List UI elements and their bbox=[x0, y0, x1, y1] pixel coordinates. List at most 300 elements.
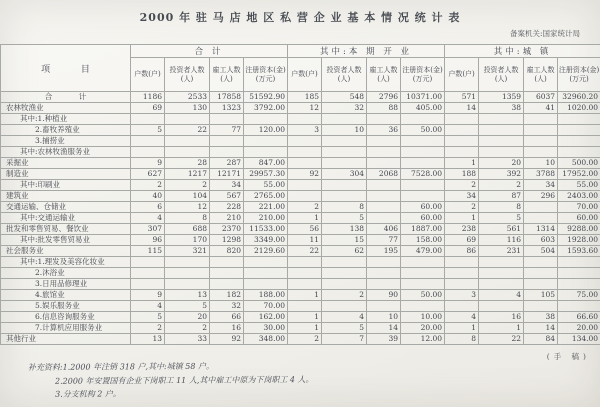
data-cell: 7528.00 bbox=[401, 169, 445, 180]
data-cell: 348.00 bbox=[244, 334, 288, 345]
data-cell bbox=[165, 114, 210, 125]
data-cell: 1887.00 bbox=[401, 224, 445, 235]
column-header: 投资者人数(人) bbox=[322, 58, 367, 92]
data-cell: 1 bbox=[445, 158, 479, 169]
data-cell: 1 bbox=[445, 213, 479, 224]
data-cell: 8 bbox=[322, 202, 367, 213]
data-cell: 5 bbox=[165, 301, 210, 312]
data-cell: 405.00 bbox=[401, 103, 445, 114]
data-cell: 2 bbox=[131, 180, 165, 191]
data-cell: 69 bbox=[445, 235, 479, 246]
data-cell bbox=[479, 279, 524, 290]
table-row bbox=[1, 312, 600, 323]
data-cell: 30.00 bbox=[244, 323, 288, 334]
row-label: 社会服务业 bbox=[1, 246, 131, 257]
data-cell: 1 bbox=[288, 213, 322, 224]
data-cell bbox=[367, 147, 401, 158]
data-cell: 50.00 bbox=[401, 290, 445, 301]
data-cell: 185 bbox=[288, 92, 322, 103]
data-cell bbox=[244, 257, 288, 268]
data-cell: 138 bbox=[322, 224, 367, 235]
data-cell: 221.00 bbox=[244, 202, 288, 213]
corner-note: (手 稿) bbox=[546, 352, 590, 361]
row-label: 2.沐浴业 bbox=[1, 268, 131, 279]
data-cell: 1314 bbox=[524, 224, 558, 235]
data-cell: 96 bbox=[131, 235, 165, 246]
data-cell bbox=[445, 257, 479, 268]
data-cell bbox=[445, 114, 479, 125]
data-cell bbox=[131, 268, 165, 279]
item-column-header: 项 目 bbox=[1, 45, 131, 92]
table-row bbox=[1, 257, 600, 268]
data-cell: 195 bbox=[367, 246, 401, 257]
data-cell: 2 bbox=[165, 323, 210, 334]
row-label: 交通运输、仓储业 bbox=[1, 202, 131, 213]
data-cell: 5 bbox=[131, 125, 165, 136]
data-cell bbox=[558, 147, 600, 158]
data-cell bbox=[322, 279, 367, 290]
data-cell: 627 bbox=[131, 169, 165, 180]
data-cell bbox=[367, 158, 401, 169]
table-header bbox=[1, 45, 600, 92]
column-header: 雇工人数(人) bbox=[210, 58, 244, 92]
data-cell bbox=[401, 301, 445, 312]
column-header: 户数(户) bbox=[445, 58, 479, 92]
row-label: 3.日用品修理业 bbox=[1, 279, 131, 290]
row-label: 4.旅馆业 bbox=[1, 290, 131, 301]
data-cell bbox=[288, 180, 322, 191]
data-cell: 41 bbox=[524, 103, 558, 114]
data-cell: 86 bbox=[445, 246, 479, 257]
data-cell: 87 bbox=[479, 191, 524, 202]
table-row bbox=[1, 202, 600, 213]
data-cell: 39 bbox=[367, 334, 401, 345]
data-cell: 92 bbox=[288, 169, 322, 180]
data-cell: 2068 bbox=[367, 169, 401, 180]
data-cell: 5 bbox=[131, 312, 165, 323]
data-cell bbox=[445, 136, 479, 147]
data-cell: 6037 bbox=[524, 92, 558, 103]
data-cell: 75.00 bbox=[558, 290, 600, 301]
data-cell: 304 bbox=[322, 169, 367, 180]
table-row bbox=[1, 136, 600, 147]
data-cell: 17952.00 bbox=[558, 169, 600, 180]
data-cell bbox=[288, 268, 322, 279]
table-row bbox=[1, 224, 600, 235]
data-cell: 40 bbox=[131, 191, 165, 202]
statistics-table bbox=[0, 44, 600, 345]
note-line: 2.2000 年安置国有企业下岗职工 11 人,其中雇工中原为下岗职工 4 人。 bbox=[54, 374, 314, 386]
table-row bbox=[1, 334, 600, 345]
table-row bbox=[1, 235, 600, 246]
note-line: 3.分支机构 2 户。 bbox=[55, 389, 121, 399]
table-row bbox=[1, 125, 600, 136]
data-cell: 1 bbox=[445, 323, 479, 334]
data-cell: 2796 bbox=[367, 92, 401, 103]
data-cell: 10.00 bbox=[401, 312, 445, 323]
data-cell bbox=[479, 257, 524, 268]
group-header: 其中:城 镇 bbox=[445, 45, 600, 58]
data-cell: 38 bbox=[524, 312, 558, 323]
data-cell: 188 bbox=[445, 169, 479, 180]
table-row bbox=[1, 191, 600, 202]
data-cell bbox=[401, 180, 445, 191]
data-cell bbox=[210, 147, 244, 158]
data-cell bbox=[558, 279, 600, 290]
data-cell: 70.00 bbox=[244, 301, 288, 312]
data-cell: 228 bbox=[210, 202, 244, 213]
data-cell bbox=[322, 180, 367, 191]
row-label: 其中:农林牧渔服务业 bbox=[1, 147, 131, 158]
data-cell: 130 bbox=[165, 103, 210, 114]
data-cell bbox=[367, 301, 401, 312]
data-cell: 20.00 bbox=[401, 323, 445, 334]
data-cell bbox=[322, 268, 367, 279]
data-cell: 571 bbox=[445, 92, 479, 103]
data-cell: 8 bbox=[165, 213, 210, 224]
data-cell bbox=[401, 268, 445, 279]
data-cell bbox=[288, 279, 322, 290]
data-cell bbox=[479, 114, 524, 125]
data-cell bbox=[479, 125, 524, 136]
data-cell: 4 bbox=[479, 290, 524, 301]
data-cell: 162.00 bbox=[244, 312, 288, 323]
data-cell bbox=[322, 301, 367, 312]
data-cell: 14 bbox=[445, 103, 479, 114]
data-cell: 7 bbox=[322, 334, 367, 345]
group-header: 其中:本 期 开 业 bbox=[288, 45, 445, 58]
data-cell bbox=[558, 268, 600, 279]
data-cell: 4 bbox=[131, 213, 165, 224]
data-cell: 1 bbox=[288, 323, 322, 334]
table-row bbox=[1, 268, 600, 279]
data-cell: 16 bbox=[479, 312, 524, 323]
row-label: 制造业 bbox=[1, 169, 131, 180]
data-cell bbox=[401, 147, 445, 158]
data-cell bbox=[401, 279, 445, 290]
row-label: 其中:交通运输业 bbox=[1, 213, 131, 224]
data-cell: 13 bbox=[131, 334, 165, 345]
data-cell: 847.00 bbox=[244, 158, 288, 169]
data-cell: 6 bbox=[131, 202, 165, 213]
row-label: 3.捕捞业 bbox=[1, 136, 131, 147]
data-cell: 13 bbox=[165, 290, 210, 301]
data-cell bbox=[524, 279, 558, 290]
data-cell bbox=[558, 114, 600, 125]
data-cell bbox=[165, 136, 210, 147]
data-cell: 567 bbox=[210, 191, 244, 202]
data-cell: 2533 bbox=[165, 92, 210, 103]
data-cell: 3788 bbox=[524, 169, 558, 180]
data-cell: 20.00 bbox=[558, 323, 600, 334]
data-cell bbox=[244, 136, 288, 147]
data-cell bbox=[445, 268, 479, 279]
data-cell bbox=[288, 136, 322, 147]
data-cell: 1593.60 bbox=[558, 246, 600, 257]
data-cell: 14 bbox=[367, 323, 401, 334]
data-cell: 688 bbox=[165, 224, 210, 235]
table-row bbox=[1, 279, 600, 290]
table-row bbox=[1, 158, 600, 169]
table-row bbox=[1, 213, 600, 224]
data-cell: 20 bbox=[165, 312, 210, 323]
data-cell: 22 bbox=[165, 125, 210, 136]
data-cell bbox=[367, 136, 401, 147]
data-cell: 9 bbox=[131, 290, 165, 301]
data-cell: 16 bbox=[210, 323, 244, 334]
data-cell: 28 bbox=[165, 158, 210, 169]
data-cell: 60.00 bbox=[401, 202, 445, 213]
table-row bbox=[1, 103, 600, 114]
data-cell: 92 bbox=[210, 334, 244, 345]
row-label: 5.娱乐服务业 bbox=[1, 301, 131, 312]
data-cell: 3 bbox=[445, 290, 479, 301]
data-cell bbox=[401, 158, 445, 169]
column-header: 注册资本(金)(万元) bbox=[401, 58, 445, 92]
data-cell: 182 bbox=[210, 290, 244, 301]
data-cell bbox=[131, 114, 165, 125]
data-cell: 158.00 bbox=[401, 235, 445, 246]
table-row bbox=[1, 290, 600, 301]
data-cell: 55.00 bbox=[244, 180, 288, 191]
data-cell: 1323 bbox=[210, 103, 244, 114]
data-cell: 32 bbox=[322, 103, 367, 114]
data-cell bbox=[479, 301, 524, 312]
data-cell bbox=[210, 279, 244, 290]
data-cell: 296 bbox=[524, 191, 558, 202]
data-cell: 2765.00 bbox=[244, 191, 288, 202]
row-label: 7.计算机应用服务业 bbox=[1, 323, 131, 334]
data-cell: 170 bbox=[165, 235, 210, 246]
data-cell: 2 bbox=[131, 323, 165, 334]
data-cell: 2 bbox=[479, 180, 524, 191]
group-header: 合 计 bbox=[131, 45, 288, 58]
column-header: 雇工人数(人) bbox=[367, 58, 401, 92]
data-cell: 548 bbox=[322, 92, 367, 103]
data-cell: 77 bbox=[210, 125, 244, 136]
data-cell: 231 bbox=[479, 246, 524, 257]
data-cell: 36 bbox=[367, 125, 401, 136]
data-cell bbox=[445, 125, 479, 136]
data-cell bbox=[367, 114, 401, 125]
data-cell: 2 bbox=[445, 180, 479, 191]
column-header: 注册资本(金)(万元) bbox=[244, 58, 288, 92]
table-row bbox=[1, 147, 600, 158]
data-cell: 69 bbox=[131, 103, 165, 114]
data-cell: 1 bbox=[288, 312, 322, 323]
data-cell: 22 bbox=[479, 334, 524, 345]
table-row bbox=[1, 301, 600, 312]
data-cell: 9288.00 bbox=[558, 224, 600, 235]
data-cell: 32 bbox=[210, 301, 244, 312]
data-cell bbox=[445, 279, 479, 290]
data-cell bbox=[401, 191, 445, 202]
data-cell: 11533.00 bbox=[244, 224, 288, 235]
data-cell bbox=[445, 301, 479, 312]
data-cell: 134.00 bbox=[558, 334, 600, 345]
data-cell: 4 bbox=[322, 312, 367, 323]
data-cell bbox=[367, 257, 401, 268]
data-cell bbox=[524, 147, 558, 158]
data-cell: 603 bbox=[524, 235, 558, 246]
data-cell: 406 bbox=[367, 224, 401, 235]
data-cell bbox=[524, 202, 558, 213]
data-cell: 1020.00 bbox=[558, 103, 600, 114]
supplementary-notes bbox=[28, 359, 314, 401]
data-cell bbox=[131, 279, 165, 290]
row-label: 其中:印刷业 bbox=[1, 180, 131, 191]
data-cell bbox=[401, 136, 445, 147]
row-label: 其中:1.种植业 bbox=[1, 114, 131, 125]
data-cell: 34 bbox=[524, 180, 558, 191]
data-cell: 66.60 bbox=[558, 312, 600, 323]
data-cell bbox=[401, 257, 445, 268]
data-cell: 2 bbox=[445, 202, 479, 213]
data-cell bbox=[322, 136, 367, 147]
data-cell: 500.00 bbox=[558, 158, 600, 169]
data-cell: 60.00 bbox=[558, 213, 600, 224]
data-cell: 20 bbox=[479, 158, 524, 169]
data-cell bbox=[401, 114, 445, 125]
data-cell: 1186 bbox=[131, 92, 165, 103]
data-cell bbox=[445, 147, 479, 158]
data-cell: 22 bbox=[288, 246, 322, 257]
data-cell: 90 bbox=[367, 290, 401, 301]
data-cell bbox=[322, 191, 367, 202]
column-header: 投资者人数(人) bbox=[479, 58, 524, 92]
data-cell: 10 bbox=[524, 158, 558, 169]
data-cell bbox=[367, 202, 401, 213]
data-cell: 8 bbox=[445, 334, 479, 345]
data-cell: 2 bbox=[322, 290, 367, 301]
data-cell bbox=[524, 301, 558, 312]
data-cell: 32960.20 bbox=[558, 92, 600, 103]
row-label: 批发和零售贸易、餐饮业 bbox=[1, 224, 131, 235]
data-cell: 60.00 bbox=[401, 213, 445, 224]
table-body bbox=[1, 92, 600, 345]
data-cell: 77 bbox=[367, 235, 401, 246]
row-label: 采掘业 bbox=[1, 158, 131, 169]
data-cell: 15 bbox=[322, 235, 367, 246]
data-cell bbox=[165, 257, 210, 268]
column-header: 注册资本(金)(万元) bbox=[558, 58, 600, 92]
data-cell: 115 bbox=[131, 246, 165, 257]
data-cell: 1 bbox=[479, 323, 524, 334]
column-header: 雇工人数(人) bbox=[524, 58, 558, 92]
data-cell: 3792.00 bbox=[244, 103, 288, 114]
data-cell: 2370 bbox=[210, 224, 244, 235]
data-cell: 17858 bbox=[210, 92, 244, 103]
data-cell bbox=[367, 191, 401, 202]
row-label: 2.畜牧养殖业 bbox=[1, 125, 131, 136]
data-cell: 3 bbox=[288, 125, 322, 136]
data-cell bbox=[288, 158, 322, 169]
data-cell: 10 bbox=[322, 125, 367, 136]
data-cell bbox=[479, 147, 524, 158]
data-cell bbox=[367, 279, 401, 290]
data-cell: 104 bbox=[165, 191, 210, 202]
data-cell bbox=[322, 147, 367, 158]
table-row bbox=[1, 180, 600, 191]
data-cell: 2129.60 bbox=[244, 246, 288, 257]
data-cell: 55.00 bbox=[558, 180, 600, 191]
data-cell: 2 bbox=[165, 180, 210, 191]
data-cell bbox=[558, 257, 600, 268]
data-cell bbox=[244, 279, 288, 290]
data-cell: 210.00 bbox=[244, 213, 288, 224]
data-cell bbox=[288, 114, 322, 125]
data-cell: 116 bbox=[479, 235, 524, 246]
data-cell: 12.00 bbox=[401, 334, 445, 345]
data-cell bbox=[165, 279, 210, 290]
data-cell: 238 bbox=[445, 224, 479, 235]
data-cell: 105 bbox=[524, 290, 558, 301]
data-cell bbox=[322, 158, 367, 169]
data-cell bbox=[524, 257, 558, 268]
data-cell: 1 bbox=[288, 290, 322, 301]
data-cell: 62 bbox=[322, 246, 367, 257]
data-cell: 210 bbox=[210, 213, 244, 224]
row-label: 其他行业 bbox=[1, 334, 131, 345]
data-cell bbox=[524, 268, 558, 279]
data-cell: 188.00 bbox=[244, 290, 288, 301]
row-label: 农林牧渔业 bbox=[1, 103, 131, 114]
data-cell: 88 bbox=[367, 103, 401, 114]
data-cell: 4 bbox=[445, 312, 479, 323]
data-cell: 34 bbox=[210, 180, 244, 191]
data-cell bbox=[524, 136, 558, 147]
data-cell bbox=[367, 213, 401, 224]
data-cell: 120.00 bbox=[244, 125, 288, 136]
data-cell: 307 bbox=[131, 224, 165, 235]
data-cell: 70.00 bbox=[558, 202, 600, 213]
data-cell: 10 bbox=[367, 312, 401, 323]
data-cell: 66 bbox=[210, 312, 244, 323]
data-cell bbox=[210, 268, 244, 279]
data-cell: 820 bbox=[210, 246, 244, 257]
table-row bbox=[1, 114, 600, 125]
data-cell: 1928.00 bbox=[558, 235, 600, 246]
data-cell: 38 bbox=[479, 103, 524, 114]
data-cell: 29957.30 bbox=[244, 169, 288, 180]
data-cell bbox=[479, 268, 524, 279]
table-row bbox=[1, 246, 600, 257]
data-cell bbox=[210, 136, 244, 147]
data-cell bbox=[558, 136, 600, 147]
row-label: 合 计 bbox=[1, 92, 131, 103]
data-cell: 1217 bbox=[165, 169, 210, 180]
data-cell bbox=[131, 147, 165, 158]
data-cell bbox=[524, 213, 558, 224]
data-cell: 479.00 bbox=[401, 246, 445, 257]
data-cell bbox=[558, 301, 600, 312]
data-cell: 5 bbox=[322, 213, 367, 224]
row-label: 其中:批发零售贸易业 bbox=[1, 235, 131, 246]
data-cell: 12171 bbox=[210, 169, 244, 180]
data-cell: 12 bbox=[288, 103, 322, 114]
data-cell bbox=[288, 191, 322, 202]
data-cell bbox=[165, 147, 210, 158]
row-label: 建筑业 bbox=[1, 191, 131, 202]
data-cell: 56 bbox=[288, 224, 322, 235]
data-cell: 8 bbox=[479, 202, 524, 213]
data-cell: 10371.00 bbox=[401, 92, 445, 103]
page-title: 2000 年 驻 马 店 地 区 私 营 企 业 基 本 情 况 统 计 表 bbox=[139, 11, 461, 24]
data-cell bbox=[210, 114, 244, 125]
data-cell: 504 bbox=[524, 246, 558, 257]
data-cell bbox=[288, 257, 322, 268]
data-cell bbox=[244, 114, 288, 125]
